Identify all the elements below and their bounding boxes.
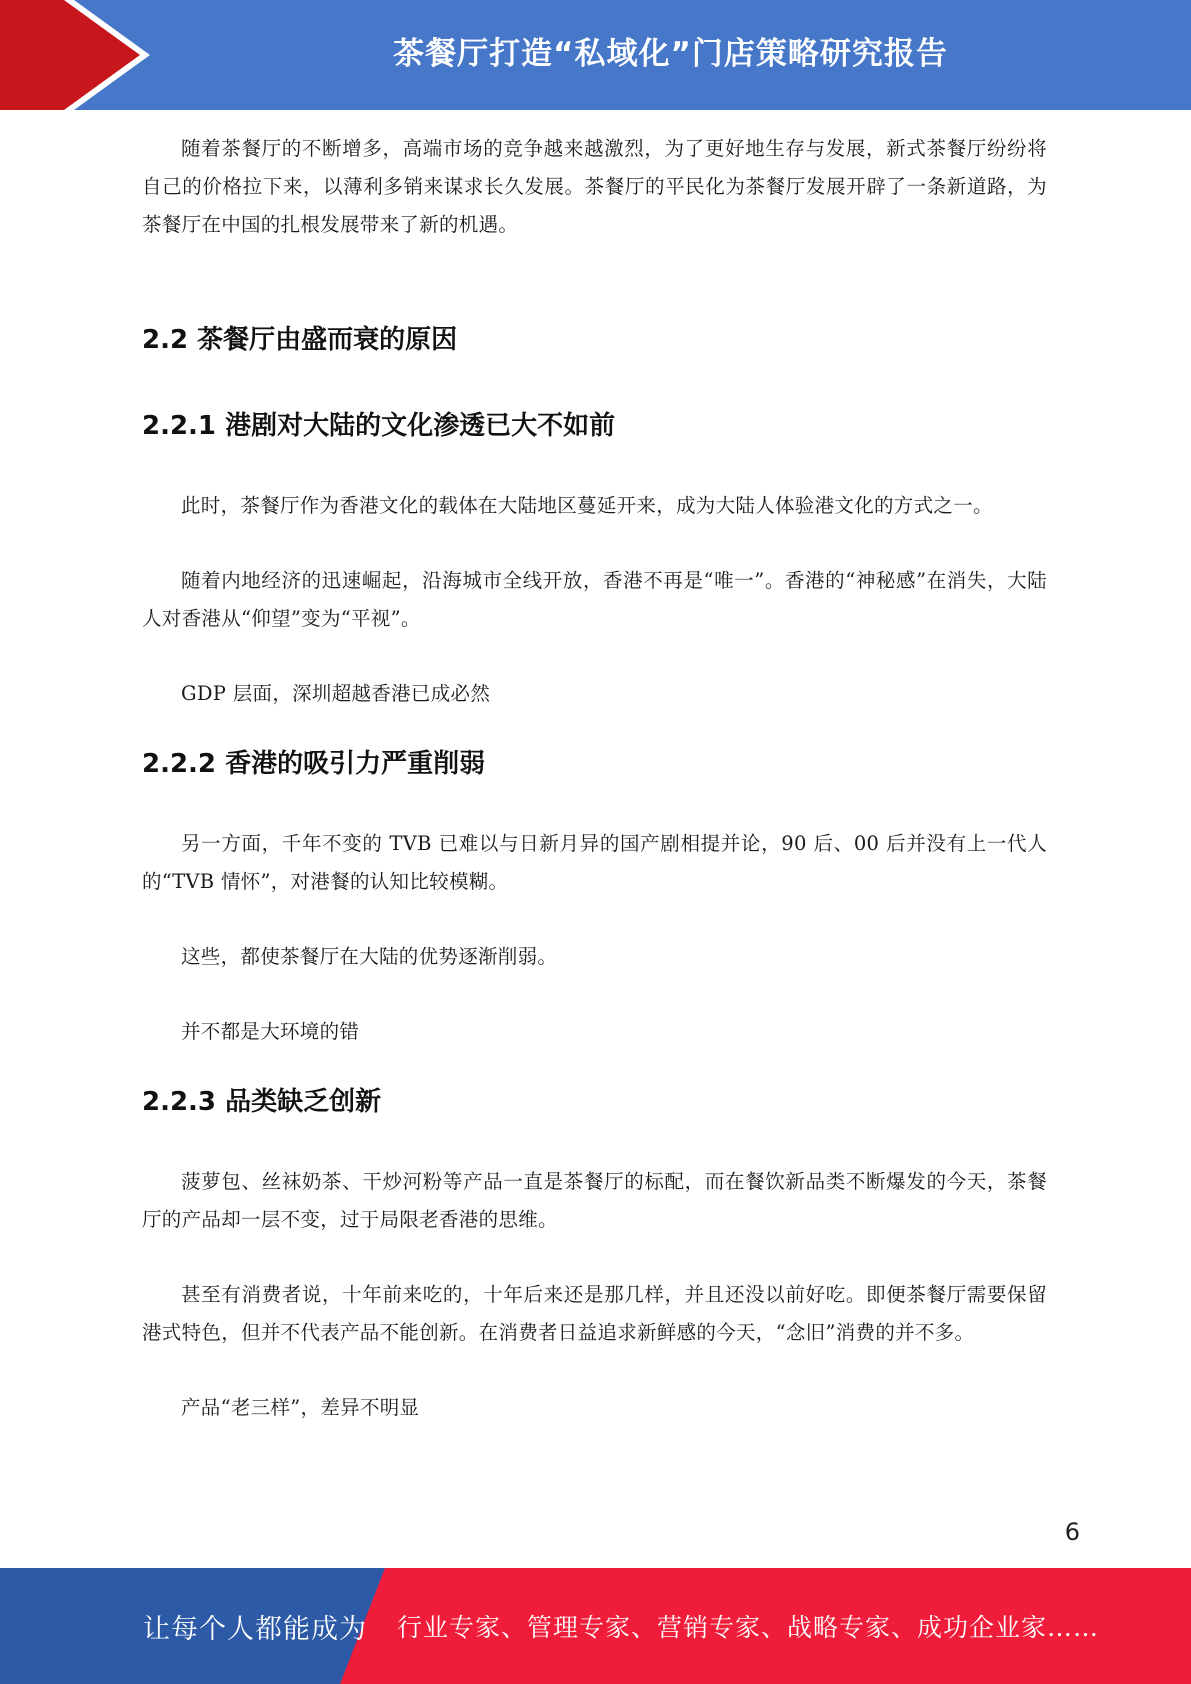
footer-slogan-left: 让每个人都能成为 (143, 1613, 367, 1645)
paragraph-2-2-2-c: 并不都是大环境的错 (181, 1020, 360, 1043)
footer-slogan-right: 行业专家、管理专家、营销专家、战略专家、成功企业家…… (397, 1613, 1100, 1642)
paragraph-2-2-1-c: GDP 层面，深圳超越香港已成必然 (181, 682, 491, 705)
paragraph-2-2-1-a: 此时，茶餐厅作为香港文化的载体在大陆地区蔓延开来，成为大陆人体验港文化的方式之一。 (181, 494, 993, 517)
paragraph-2-2-3-b: 甚至有消费者说，十年前来吃的，十年后来还是那几样，并且还没以前好吃。即便茶餐厅需要保留港式特色，但并不代表产品不能创新。在消费者日益追求新鲜感的今天，“念旧”消费的并不多。 (142, 1283, 1047, 1344)
section-heading-2-2-2: 2.2.2 香港的吸引力严重削弱 (142, 749, 486, 779)
document-title: 茶餐厅打造“私域化”门店策略研究报告 (393, 35, 948, 72)
paragraph-2-2-2-a: 另一方面，千年不变的 TVB 已难以与日新月异的国产剧相提并论，90 后、00 后并没有上一代人的“TVB 情怀”，对港餐的认知比较模糊。 (142, 832, 1047, 893)
page-number: 6 (1064, 1518, 1080, 1546)
header-red-arrow-decoration (0, 0, 148, 110)
paragraph-2-2-3-c: 产品“老三样”，差异不明显 (181, 1396, 420, 1419)
intro-paragraph: 随着茶餐厅的不断增多，高端市场的竞争越来越激烈，为了更好地生存与发展，新式茶餐厅纷纷将自己的价格拉下来，以薄利多销来谋求长久发展。茶餐厅的平民化为茶餐厅发展开辟了一条新道路，为茶餐厅在中国的扎根发展带来了新的机遇。 (142, 137, 1047, 236)
section-heading-2-2-3: 2.2.3 品类缺乏创新 (142, 1087, 382, 1117)
section-heading-2-2-1: 2.2.1 港剧对大陆的文化渗透已大不如前 (142, 411, 616, 441)
paragraph-2-2-3-a: 菠萝包、丝袜奶茶、干炒河粉等产品一直是茶餐厅的标配，而在餐饮新品类不断爆发的今天，茶餐厅的产品却一层不变，过于局限老香港的思维。 (142, 1170, 1047, 1231)
page-content (142, 130, 1047, 1427)
header-banner (0, 0, 1191, 110)
section-heading-2-2: 2.2 茶餐厅由盛而衰的原因 (142, 325, 458, 355)
paragraph-2-2-1-b: 随着内地经济的迅速崛起，沿海城市全线开放，香港不再是“唯一”。香港的“神秘感”在消失，大陆人对香港从“仰望”变为“平视”。 (142, 569, 1047, 630)
footer-banner (0, 1568, 1191, 1684)
paragraph-2-2-2-b: 这些，都使茶餐厅在大陆的优势逐渐削弱。 (181, 945, 558, 968)
